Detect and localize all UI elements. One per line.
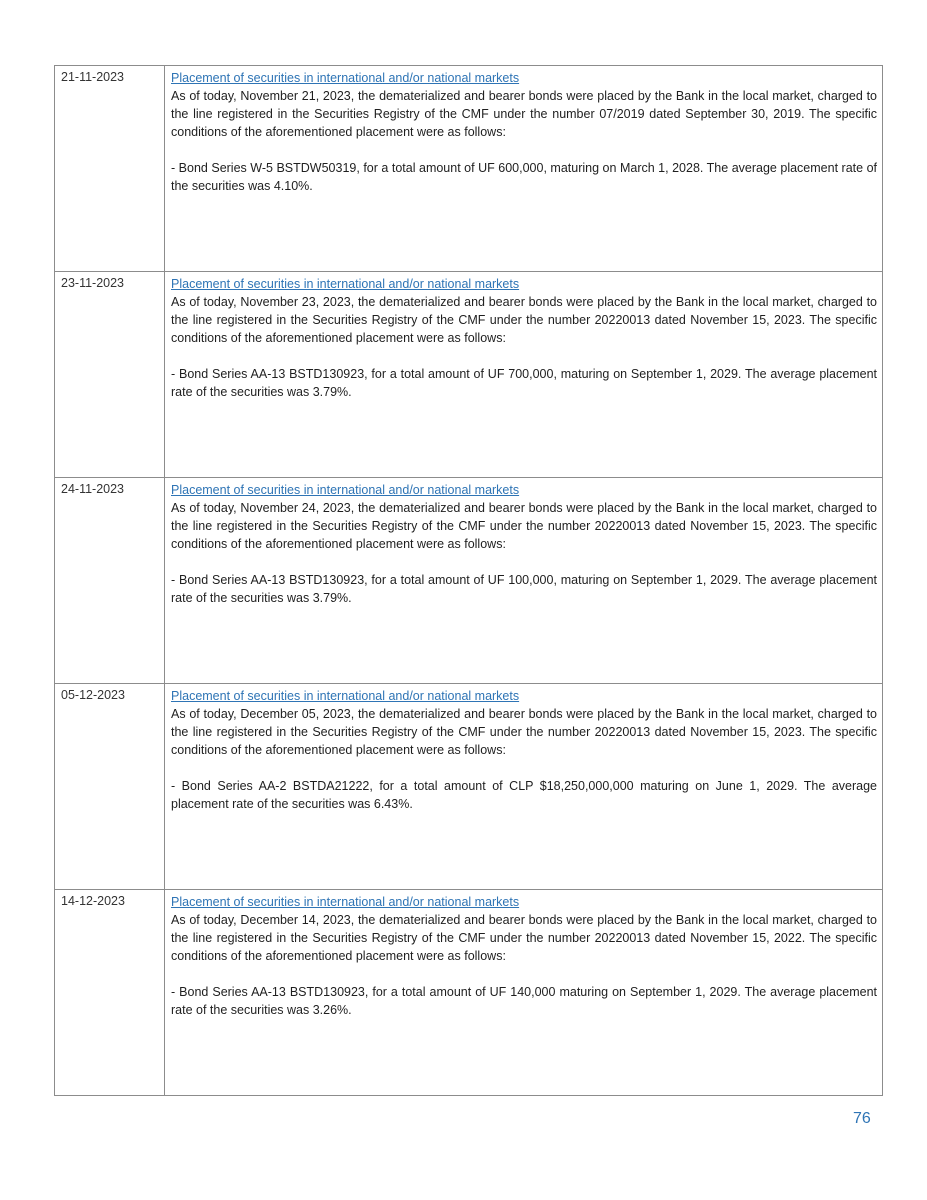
table-row: [55, 66, 883, 272]
table-row: [55, 684, 883, 890]
entry-body: As of today, November 23, 2023, the dematerialized and bearer bonds were placed by the Bank in the local market, charged to the line registered in the Securities Registry of the CMF under the number 20220013 dated November 15, 2023. The specific conditions of the aforementioned placement were as follows:: [171, 295, 877, 345]
entry-body: As of today, November 21, 2023, the dematerialized and bearer bonds were placed by the Bank in the local market, charged to the line registered in the Securities Registry of the CMF under the number 07/2019 dated September 30, 2019. The specific conditions of the aforementioned placement were as follows:: [171, 89, 877, 139]
entry-body: As of today, December 14, 2023, the dematerialized and bearer bonds were placed by the Bank in the local market, charged to the line registered in the Securities Registry of the CMF under the number 20220013 dated November 15, 2022. The specific conditions of the aforementioned placement were as follows:: [171, 913, 877, 963]
entry-detail: - Bond Series AA-13 BSTD130923, for a total amount of UF 100,000, maturing on September 1, 2029. The average placement rate of the securities was 3.79%.: [171, 573, 877, 605]
entry-body: As of today, November 24, 2023, the dematerialized and bearer bonds were placed by the Bank in the local market, charged to the line registered in the Securities Registry of the CMF under the number 20220013 dated November 15, 2023. The specific conditions of the aforementioned placement were as follows:: [171, 501, 877, 551]
table-row: [55, 272, 883, 478]
entry-content: [165, 66, 883, 272]
entry-date: 14-12-2023: [55, 890, 165, 1096]
entry-date: 23-11-2023: [55, 272, 165, 478]
entry-body: As of today, December 05, 2023, the dematerialized and bearer bonds were placed by the Bank in the local market, charged to the line registered in the Securities Registry of the CMF under the number 20220013 dated November 15, 2023. The specific conditions of the aforementioned placement were as follows:: [171, 707, 877, 757]
disclosures-table: [54, 65, 883, 1096]
entry-detail: - Bond Series AA-13 BSTD130923, for a total amount of UF 140,000 maturing on September 1, 2029. The average placement rate of the securities was 3.26%.: [171, 985, 877, 1017]
entry-title-link[interactable]: Placement of securities in international and/or national markets: [171, 689, 520, 703]
entry-content: [165, 890, 883, 1096]
entry-date: 24-11-2023: [55, 478, 165, 684]
entry-content: [165, 684, 883, 890]
table-row: [55, 478, 883, 684]
entry-detail: - Bond Series W-5 BSTDW50319, for a total amount of UF 600,000, maturing on March 1, 2028. The average placement rate of the securities was 4.10%.: [171, 161, 877, 193]
entry-detail: - Bond Series AA-2 BSTDA21222, for a total amount of CLP $18,250,000,000 maturing on June 1, 2029. The average placement rate of the securities was 6.43%.: [171, 779, 877, 811]
entry-content: [165, 272, 883, 478]
page-number: 76: [853, 1110, 871, 1127]
entry-date: 21-11-2023: [55, 66, 165, 272]
entry-date: 05-12-2023: [55, 684, 165, 890]
entry-detail: - Bond Series AA-13 BSTD130923, for a total amount of UF 700,000, maturing on September 1, 2029. The average placement rate of the securities was 3.79%.: [171, 367, 877, 399]
entry-title-link[interactable]: Placement of securities in international and/or national markets: [171, 71, 520, 85]
entry-content: [165, 478, 883, 684]
entry-title-link[interactable]: Placement of securities in international and/or national markets: [171, 277, 520, 291]
table-row: [55, 890, 883, 1096]
entry-title-link[interactable]: Placement of securities in international and/or national markets: [171, 895, 520, 909]
entry-title-link[interactable]: Placement of securities in international and/or national markets: [171, 483, 520, 497]
